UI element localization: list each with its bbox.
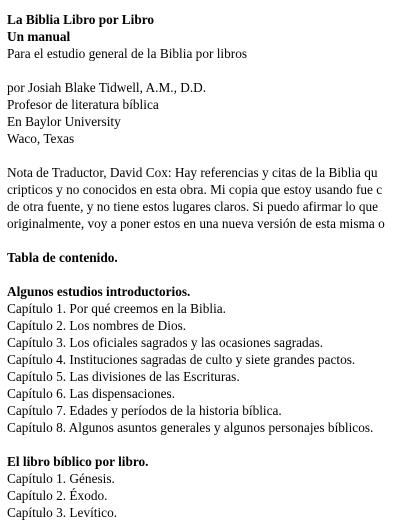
document-tagline: Para el estudio general de la Biblia por libros [7,46,248,61]
translator-note-line: Nota de Traductor, David Cox: Hay referencias y citas de la Biblia qu [7,165,378,180]
spacer [7,266,417,283]
document-body [7,11,417,521]
translator-note-line: originalmente, voy a poner estos en una nueva versión de esta misma o [7,216,385,231]
spacer [7,436,417,453]
toc-item: Capítulo 2. Los nombres de Dios. [7,318,187,333]
toc-item: Capítulo 1. Por qué creemos en la Biblia. [7,301,226,316]
document-title: La Biblia Libro por Libro [7,12,155,27]
author-role: Profesor de literatura bíblica [7,97,159,112]
toc-item: Capítulo 4. Instituciones sagradas de culto y siete grandes pactos. [7,352,356,367]
document-subtitle: Un manual [7,29,71,44]
toc-item: Capítulo 8. Algunos asuntos generales y algunos personajes bíblicos. [7,420,374,435]
section-heading-books: El libro bíblico por libro. [7,454,149,469]
toc-item: Capítulo 7. Edades y períodos de la historia bíblica. [7,403,282,418]
translator-note-line: de otra fuente, y no tiene estos lugares claros. Si puedo afirmar lo que [7,199,379,214]
toc-item: Capítulo 1. Génesis. [7,471,115,486]
toc-item: Capítulo 5. Las divisiones de las Escrituras. [7,369,240,384]
author-location: Waco, Texas [7,131,75,146]
author-institution: En Baylor University [7,114,121,129]
toc-item: Capítulo 3. Levítico. [7,505,118,520]
spacer [7,62,417,79]
toc-item: Capítulo 3. Los oficiales sagrados y las ocasiones sagradas. [7,335,324,350]
translator-note-line: cripticos y no conocidos en esta obra. Mi copia que estoy usando fue c [7,182,383,197]
spacer [7,232,417,249]
author-byline: por Josiah Blake Tidwell, A.M., D.D. [7,80,207,95]
toc-item: Capítulo 2. Éxodo. [7,488,108,503]
section-heading-intro: Algunos estudios introductorios. [7,284,191,299]
toc-item: Capítulo 6. Las dispensaciones. [7,386,176,401]
spacer [7,147,417,164]
toc-heading: Tabla de contenido. [7,250,118,265]
